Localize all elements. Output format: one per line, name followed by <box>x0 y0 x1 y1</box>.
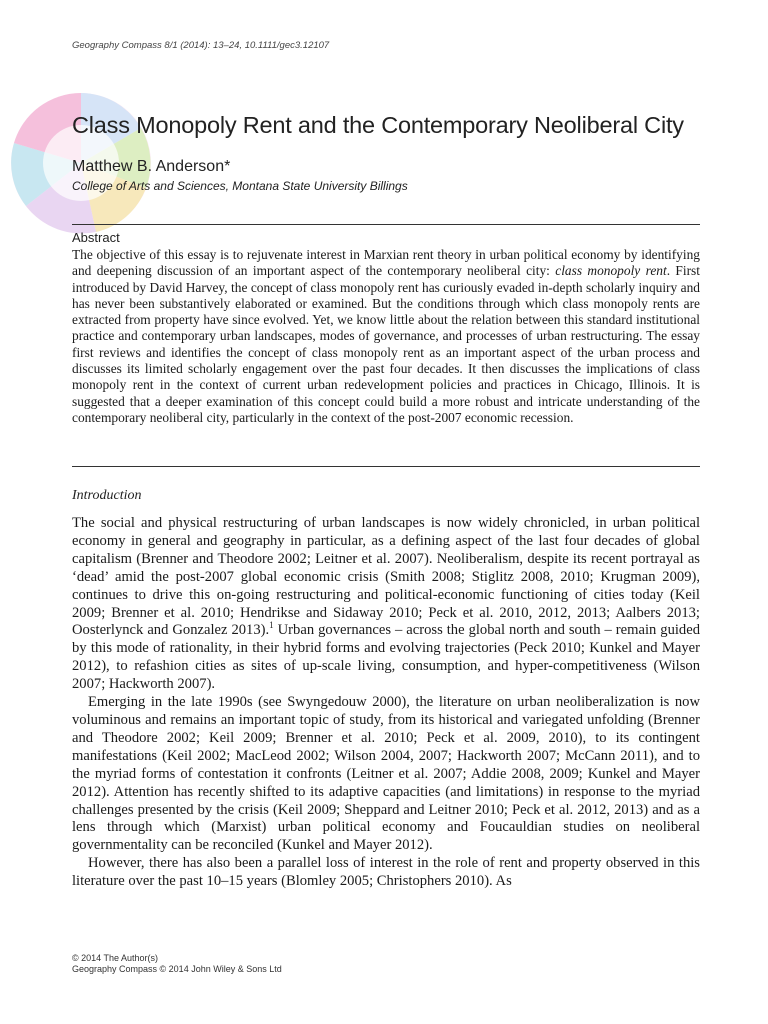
abstract-text-part1: The objective of this essay is to rejuvenate interest in Marxian rent theory in urban political economy by identifying and deepening discussion of an important aspect of the contemporary neoliberal city: <box>72 247 700 279</box>
intro-paragraph-2: Emerging in the late 1990s (see Swyngedouw 2000), the literature on urban neoliberalization is now voluminous and remains an important topic of study, from its historical and variegated unfolding (Brenner and Theodore 2002; Keil 2009; Brenner et al. 2010; Peck et al. 2009, 2010), to its contingent manifestations (Keil 2002; MacLeod 2002; Wilson 2004, 2007; Hackworth 2007; McCann 2011), and to the myriad forms of contestation it confronts (Leitner et al. 2007; Addie 2008, 2009; Kunkel and Mayer 2012). Attention has recently shifted to its adaptive capacities (and limitations) in response to the myriad challenges presented by the crisis (Keil 2009; Sheppard and Leitner 2010; Peck et al. 2012, 2013) and as a lens through which (Marxist) urban political economy and Foucauldian studies on neoliberal governmentality can be reconciled (Kunkel and Mayer 2012). <box>72 694 700 854</box>
abstract-bottom-rule <box>72 466 700 467</box>
article-title: Class Monopoly Rent and the Contemporary Neoliberal City <box>72 112 684 138</box>
intro-paragraph-3: However, there has also been a parallel loss of interest in the role of rent and property observed in this literature over the past 10–15 years (Blomley 2005; Christophers 2010). As <box>72 855 700 890</box>
author-name: Matthew B. Anderson* <box>72 158 231 175</box>
intro-paragraph-1b: Urban governances – across the global north and south – remain guided by this mode of rationality, in their hybrid forms and evolving trajectories (Peck 2010; Kunkel and Mayer 2012), to refashion cities as sites of up-scale living, consumption, and hyper-competitiveness (Wilson 2007; Hackworth 2007). <box>72 622 700 693</box>
abstract-top-rule <box>72 224 700 225</box>
introduction-body <box>72 515 700 891</box>
journal-reference: Geography Compass 8/1 (2014): 13–24, 10.1111/gec3.12107 <box>72 40 330 51</box>
author-affiliation: College of Arts and Sciences, Montana State University Billings <box>72 179 408 193</box>
abstract-italic-term: class monopoly rent <box>555 263 667 279</box>
abstract-text <box>72 247 700 426</box>
footnote-marker[interactable]: 1 <box>269 620 274 631</box>
page-footer <box>72 953 282 975</box>
footer-copyright-author: © 2014 The Author(s) <box>72 953 159 963</box>
abstract-heading: Abstract <box>72 230 120 245</box>
intro-paragraph-1 <box>72 515 700 694</box>
introduction-heading: Introduction <box>72 488 142 503</box>
intro-paragraph-1a: The social and physical restructuring of urban landscapes is now widely chronicled, in urban political economy in general and geography in particular, as a defining aspect of the last four decades of global capitalism (Brenner and Theodore 2002; Leitner et al. 2007). Neoliberalism, despite its recent portrayal as ‘dead’ amid the post-2007 global economic crisis (Smith 2008; Stiglitz 2008, 2010; Krugman 2009), continues to drive this on-going restructuring and political-economic functioning of cities today (Keil 2009; Brenner et al. 2010; Hendrikse and Sidaway 2010; Peck et al. 2010, 2012, 2013; Aalbers 2013; Oosterlynck and Gonzalez 2013). <box>72 515 700 639</box>
footer-copyright-publisher: Geography Compass © 2014 John Wiley & Sons Ltd <box>72 964 282 974</box>
abstract-text-part2: . First introduced by David Harvey, the concept of class monopoly rent has curiously evaded in-depth scholarly inquiry and has never been substantively elaborated or examined. But the conditions through which class monopoly rents are extracted from property have since evolved. Yet, we know little about the relation between this standard institutional practice and contemporary urban landscapes, modes of governance, and processes of urban restructuring. The essay first reviews and identifies the concept of class monopoly rent as an important aspect of the urban process and discusses its limited scholarly engagement over the past four decades. It then discusses the implications of class monopoly rent in the context of current urban redevelopment policies and practices in Chicago, Illinois. It is suggested that a deeper examination of this concept could build a more robust and intricate understanding of the contemporary neoliberal city, particularly in the context of the post-2007 economic recession. <box>72 263 700 425</box>
